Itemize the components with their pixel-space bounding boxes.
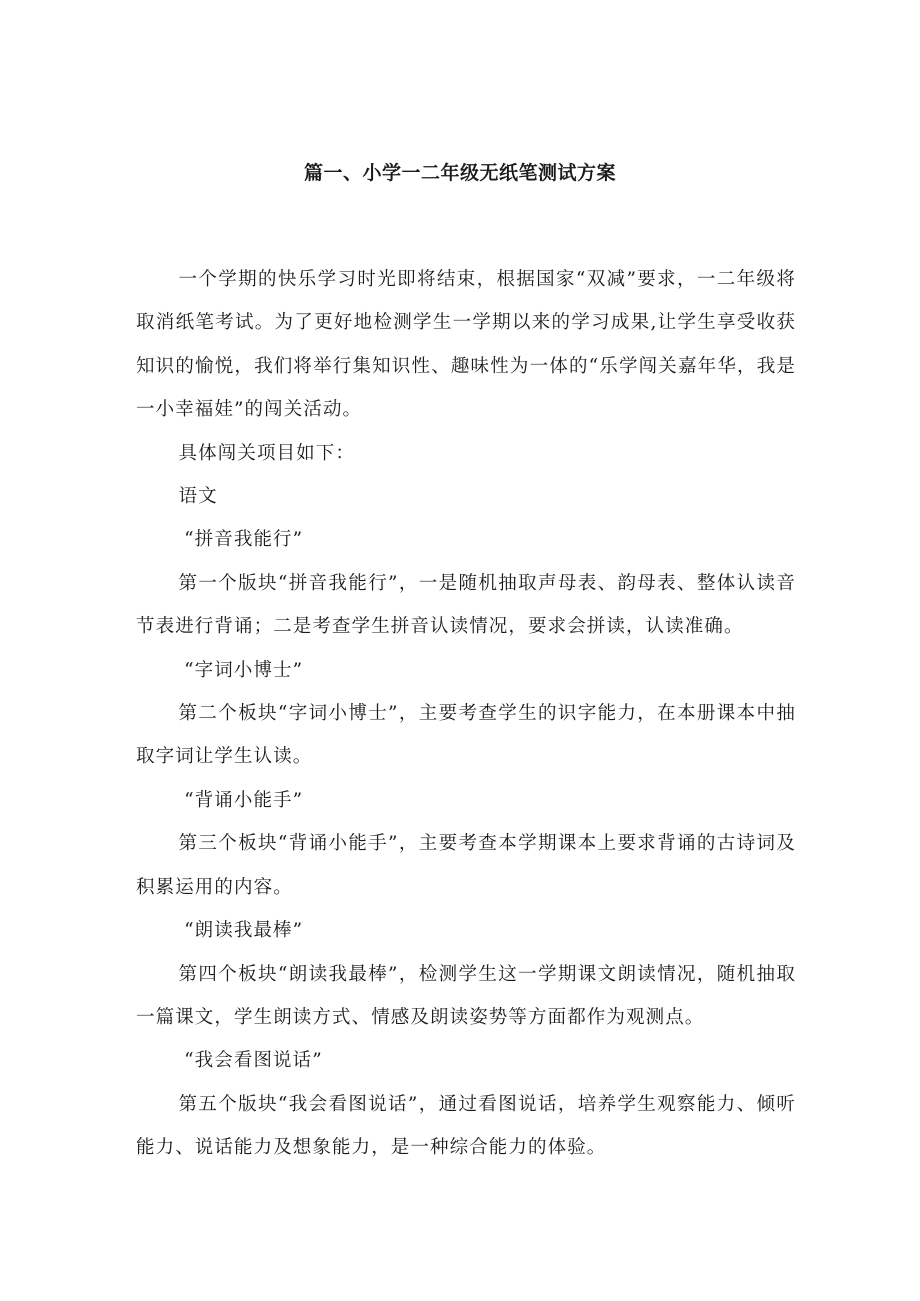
section-heading-recite: “背诵小能手” [184,789,304,811]
section-heading-reading: “朗读我最棒” [184,920,304,942]
document-title: 篇一、小学一二年级无纸笔测试方案 [303,162,616,184]
section-paragraph-picture-talk: 第五个版块“我会看图说话”，通过看图说话，培养学生观察能力、倾听能力、说话能力及想象能力，是一种综合能力的体验。 [136,1093,796,1159]
intro-paragraph: 一个学期的快乐学习时光即将结束，根据国家“双减”要求，一二年级将取消纸笔考试。为了更好地检测学生一学期以来的学习成果,让学生享受收获知识的愉悦，我们将举行集知识性、趣味性为一体的“乐学闯关嘉年华，我是一小幸福娃”的闯关活动。 [136,269,796,421]
section-paragraph-recite: 第三个板块“背诵小能手”，主要考查本学期课本上要求背诵的古诗词及积累运用的内容。 [136,833,796,898]
document-body [136,258,796,1170]
section-paragraph-reading: 第四个板块“朗读我最棒”，检测学生这一学期课文朗读情况，随机抽取一篇课文，学生朗读方式、情感及朗读姿势等方面都作为观测点。 [136,963,796,1028]
items-intro-paragraph: 具体闯关项目如下： [178,442,355,464]
section-heading-pinyin: “拼音我能行” [184,529,304,551]
section-heading-words: “字词小博士” [184,659,304,681]
section-heading-picture-talk: “我会看图说话” [184,1050,323,1072]
section-paragraph-pinyin: 第一个版块“拼音我能行”，一是随机抽取声母表、韵母表、整体认读音节表进行背诵；二是考查学生拼音认读情况，要求会拼读，认读准确。 [136,572,796,638]
subject-heading: 语文 [178,486,218,508]
section-paragraph-words: 第二个板块“字词小博士”，主要考查学生的识字能力，在本册课本中抽取字词让学生认读。 [136,703,796,768]
